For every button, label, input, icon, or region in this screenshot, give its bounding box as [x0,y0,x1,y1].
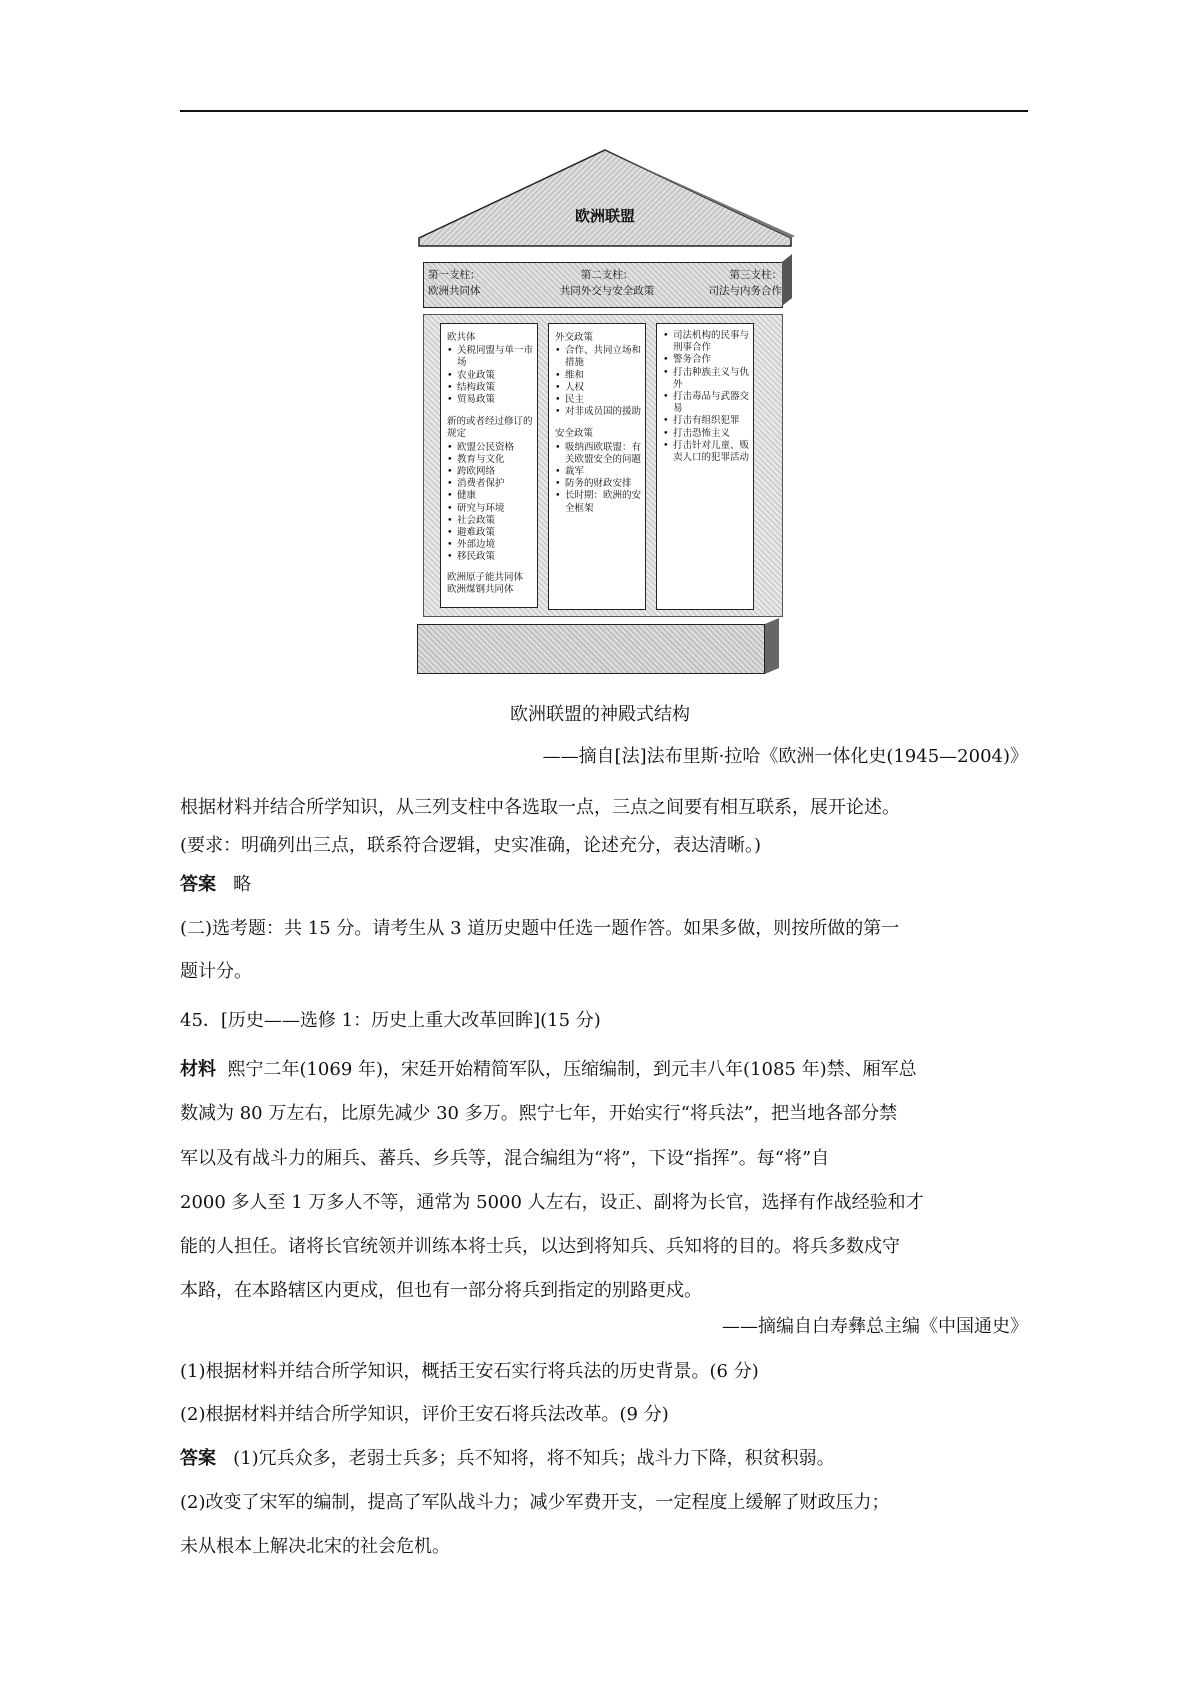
list-item: • 吸纳西欧联盟：有关欧盟安全的问题 [555,442,641,466]
answer-2-line-3: 未从根本上解决北宋的社会危机。 [180,1536,450,1557]
pillar-3 [656,323,754,610]
pillar3-header-line2: 司法与内务合作 [708,285,782,297]
question-line-1: 根据材料并结合所学知识，从三列支柱中各选取一点，三点之间要有相互联系，展开论述。 [180,797,900,818]
material-line: 能的人担任。诸将长官统领并训练本将士兵，以达到将知兵、兵知将的目的。将兵多数戍守 [180,1236,900,1257]
pillar2-list1 [555,345,641,418]
list-item: • 跨欧网络 [447,466,533,478]
answer-2 [180,1440,1030,1478]
pillar1-header-line1: 第一支柱： [428,269,481,281]
list-item: • 消费者保护 [447,478,533,490]
temple-roof [415,148,795,248]
diagram-source: ——摘自[法]法布里斯·拉哈《欧洲一体化史(1945—2004)》 [542,746,1028,767]
list-item: • 司法机构的民事与刑事合作 [663,330,749,354]
answer-1 [180,866,1030,904]
pillar1-footer2: 欧洲煤钢共同体 [447,583,514,595]
pillar1-list1 [447,345,533,406]
pillar2-list2 [555,442,641,515]
list-item: • 对非成员国的援助 [555,406,641,418]
list-item: • 欧盟公民资格 [447,442,533,454]
answer-label: 答案 [180,874,216,895]
pillar2-header-line1: 第二支柱： [580,269,634,281]
pillar3-header [674,267,782,299]
list-item: • 打击种族主义与仇外 [663,367,749,391]
answer-2-line-2: (2)改变了宋军的编制，提高了军队战斗力；减少军费开支，一定程度上缓解了财政压力； [180,1492,890,1513]
answer-text: 略 [233,874,252,895]
list-item: • 关税同盟与单一市场 [447,345,533,369]
temple-base [417,624,765,674]
list-item: • 人权 [555,382,641,394]
list-item: • 移民政策 [447,551,533,563]
base-shadow [765,618,779,674]
material-line: 军以及有战斗力的厢兵、蕃兵、乡兵等，混合编组为“将”，下设“指挥”。每“将”自 [180,1148,830,1169]
material-label: 材料 [180,1059,216,1080]
pillar3-list [663,330,749,464]
pillar1-heading2: 新的或者经过修订的规定 [447,416,533,440]
list-item: • 农业政策 [447,370,533,382]
temple-beam [423,262,783,308]
header-rule [180,110,1028,112]
material-line [180,1051,1030,1089]
list-item: • 合作、共同立场和措施 [555,345,641,369]
list-item: • 打击毒品与武器交易 [663,391,749,415]
list-item: • 打击针对儿童、贩卖人口的犯罪活动 [663,440,749,464]
roof-label: 欧洲联盟 [574,207,635,225]
section-line-2: 题计分。 [180,961,252,982]
list-item: • 贸易政策 [447,394,533,406]
pillar1-header-line2: 欧洲共同体 [428,285,481,297]
list-item: • 民主 [555,394,641,406]
sub-question-1: (1)根据材料并结合所学知识，概括王安石实行将兵法的历史背景。(6 分) [180,1361,759,1382]
material-line: 本路，在本路辖区内更戍，但也有一部分将兵到指定的别路更戍。 [180,1280,702,1301]
list-item: • 维和 [555,370,641,382]
pillar1-heading1: 欧共体 [447,332,476,343]
eu-temple-diagram [415,148,795,678]
pillar1-header [428,267,538,299]
list-item: • 结构政策 [447,382,533,394]
pillar1-list2 [447,442,533,564]
list-item: • 教育与文化 [447,454,533,466]
list-item: • 防务的财政安排 [555,478,641,490]
pillar3-header-line1: 第三支柱： [729,269,782,281]
list-item: • 研究与环境 [447,503,533,515]
list-item: • 打击有组织犯罪 [663,415,749,427]
diagram-caption: 欧洲联盟的神殿式结构 [510,704,690,725]
material-source: ——摘编自白寿彝总主编《中国通史》 [722,1316,1028,1337]
pillar2-header-line2: 共同外交与安全政策 [559,285,655,297]
material-line: 2000 多人至 1 万多人不等，通常为 5000 人左右，设正、副将为长官，选择有作战经验和才 [180,1192,924,1213]
pillar2-header [542,267,672,299]
list-item: • 社会政策 [447,515,533,527]
question-line-2: (要求：明确列出三点，联系符合逻辑，史实准确，论述充分，表达清晰。) [180,835,762,856]
section-line-1: (二)选考题：共 15 分。请考生从 3 道历史题中任选一题作答。如果多做，则按所做的第一 [180,918,900,939]
material-text: 熙宁二年(1069 年)，宋廷开始精简军队，压缩编制，到元丰八年(1085 年)禁、厢军总 [227,1059,917,1080]
list-item: • 健康 [447,490,533,502]
list-item: • 外部边境 [447,539,533,551]
pillar1-footer1: 欧洲原子能共同体 [447,571,524,583]
list-item: • 长时期：欧洲的安全框架 [555,490,641,514]
pillar-1 [440,323,538,608]
question-45-title: 45．[历史——选修 1：历史上重大改革回眸](15 分) [180,1010,601,1031]
list-item: • 打击恐怖主义 [663,428,749,440]
sub-question-2: (2)根据材料并结合所学知识，评价王安石将兵法改革。(9 分) [180,1404,669,1425]
answer-label: 答案 [180,1448,216,1469]
pillar-zone [423,314,783,617]
beam-shadow [782,254,792,306]
list-item: • 警务合作 [663,354,749,366]
material-line: 数减为 80 万左右，比原先减少 30 多万。熙宁七年，开始实行“将兵法”，把当地各部分禁 [180,1103,898,1124]
pillar-2 [548,323,646,610]
pillar2-heading2: 安全政策 [555,428,594,440]
answer-text: (1)冗兵众多，老弱士兵多；兵不知将，将不知兵；战斗力下降，积贫积弱。 [233,1448,835,1469]
list-item: • 避难政策 [447,527,533,539]
pillar2-heading1: 外交政策 [555,332,594,343]
list-item: • 裁军 [555,466,641,478]
